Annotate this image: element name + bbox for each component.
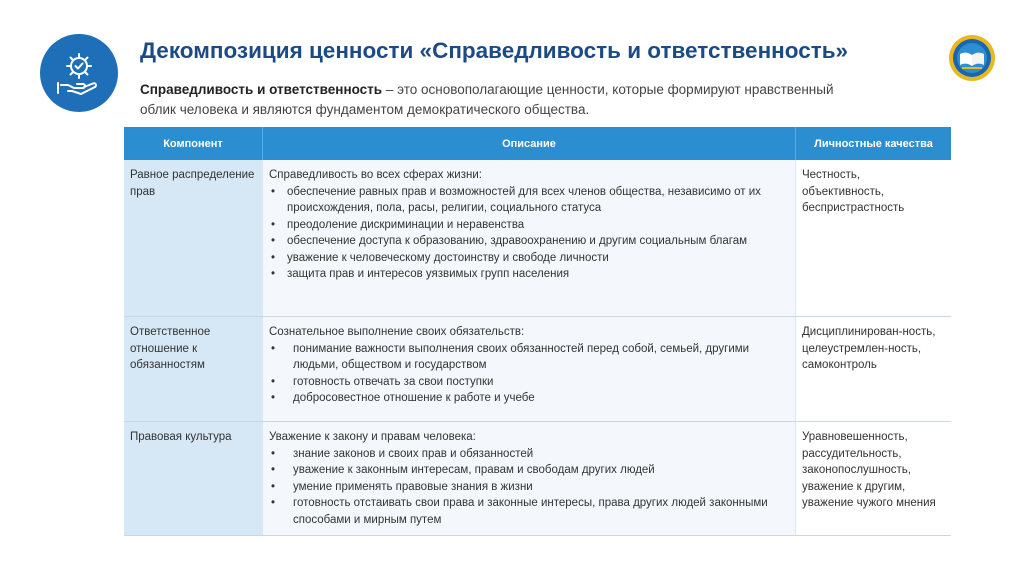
- row-description: [262, 317, 795, 421]
- row-component: Равное распределение прав: [124, 160, 262, 316]
- row-component: Правовая культура: [124, 422, 262, 535]
- table-row: [124, 422, 951, 536]
- list-item: • защита прав и интересов уязвимых групп населения: [269, 266, 789, 283]
- list-item: • добросовестное отношение к работе и учебе: [269, 390, 789, 407]
- list-item: • обеспечение доступа к образованию, здравоохранению и другим социальным благам: [269, 233, 789, 250]
- header-description: Описание: [262, 127, 795, 160]
- table-header: [124, 127, 951, 160]
- description-intro: Сознательное выполнение своих обязательств:: [269, 326, 525, 338]
- page-subtitle: [140, 80, 860, 120]
- logo-circle: [40, 34, 118, 112]
- description-intro: Уважение к закону и правам человека:: [269, 431, 476, 443]
- values-table: [124, 127, 951, 536]
- list-item: • готовность отстаивать свои права и законные интересы, права других людей законными способами и мирным путем: [269, 495, 789, 528]
- list-item: • умение применять правовые знания в жизни: [269, 479, 789, 496]
- list-item: • обеспечение равных прав и возможностей для всех членов общества, независимо от их происхождения, пола, расы, религии, социального статуса: [269, 184, 789, 217]
- header-component: Компонент: [163, 137, 223, 150]
- list-item: • знание законов и своих прав и обязанностей: [269, 446, 789, 463]
- row-description: [262, 160, 795, 316]
- list-item: • готовность отвечать за свои поступки: [269, 374, 789, 391]
- list-item: • преодоление дискриминации и неравенства: [269, 217, 789, 234]
- page-title: Декомпозиция ценности «Справедливость и ответственность»: [140, 38, 849, 63]
- row-qualities: Честность, объективность, беспристрастность: [795, 160, 951, 316]
- subtitle-definition: – это основополагающие ценности, которые формируют нравственный облик человека и являются фундаментом демократического общества.: [140, 82, 834, 117]
- row-description: [262, 422, 795, 535]
- row-qualities: Уравновешенность, рассудительность, законопослушность, уважение к другим, уважение чужого мнения: [795, 422, 951, 535]
- row-qualities: Дисциплинирован-ность, целеустремлен-ность, самоконтроль: [795, 317, 951, 421]
- list-item: • понимание важности выполнения своих обязанностей перед собой, семьей, другими людьми, обществом и государством: [269, 341, 789, 374]
- open-book-emblem-icon: [948, 34, 996, 82]
- list-item: • уважение к законным интересам, правам и свободам других людей: [269, 462, 789, 479]
- hand-gear-checkmark-icon: [53, 47, 105, 99]
- description-intro: Справедливость во всех сферах жизни:: [269, 169, 482, 181]
- row-component: Ответственное отношение к обязанностям: [124, 317, 262, 421]
- header-qualities: Личностные качества: [795, 127, 951, 160]
- table-row: [124, 317, 951, 422]
- table-row: [124, 160, 951, 317]
- subtitle-term: Справедливость и ответственность: [140, 82, 383, 97]
- list-item: • уважение к человеческому достоинству и свободе личности: [269, 250, 789, 267]
